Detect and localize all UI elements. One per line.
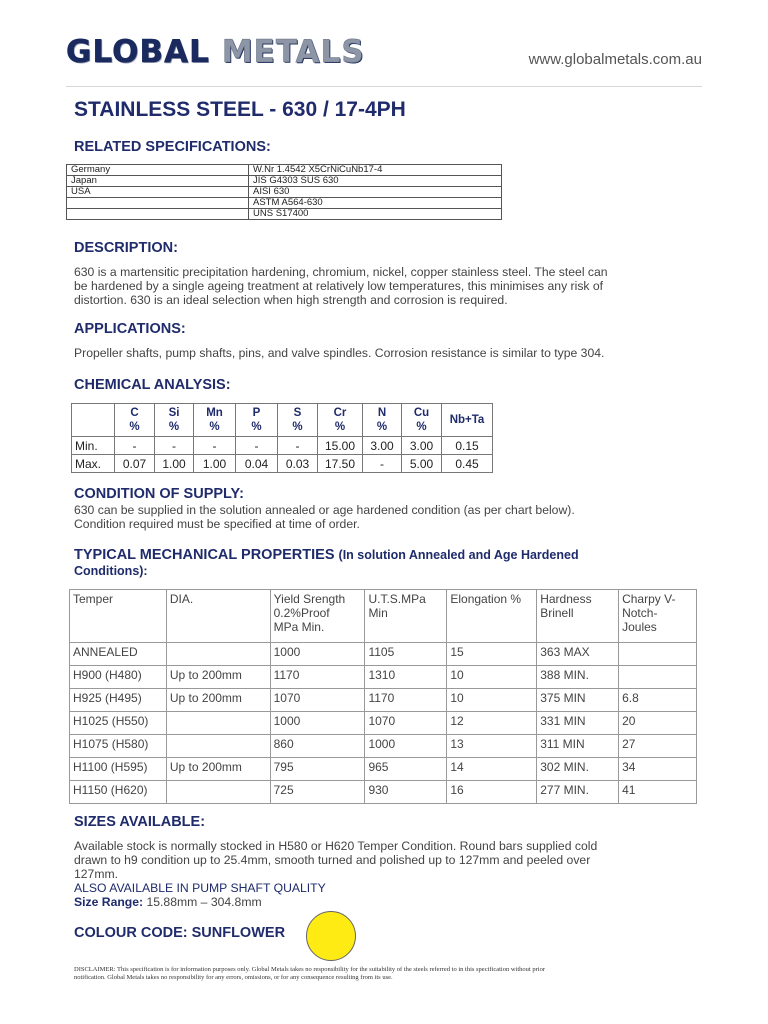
company-logo bbox=[66, 32, 365, 72]
mech-cell: 1000 bbox=[270, 712, 365, 735]
spec-row bbox=[67, 165, 502, 176]
element-symbol: C bbox=[130, 407, 139, 419]
mech-header-line: Brinell bbox=[540, 606, 574, 620]
mech-cell: Up to 200mm bbox=[166, 666, 270, 689]
mech-header-cell bbox=[537, 590, 619, 643]
mech-cell: 388 MIN. bbox=[537, 666, 619, 689]
related-specs-table bbox=[66, 164, 502, 220]
mech-cell: 1000 bbox=[270, 643, 365, 666]
chem-element-header bbox=[442, 404, 493, 437]
spec-country: Japan bbox=[67, 176, 249, 187]
mech-header-cell bbox=[447, 590, 537, 643]
element-unit: % bbox=[168, 421, 180, 433]
sizes-heading: SIZES AVAILABLE: bbox=[74, 814, 206, 830]
mech-cell: 363 MAX bbox=[537, 643, 619, 666]
mech-cell: 16 bbox=[447, 781, 537, 804]
chemical-analysis-heading: CHEMICAL ANALYSIS: bbox=[74, 377, 231, 393]
element-unit: % bbox=[334, 421, 346, 433]
mech-cell: 375 MIN bbox=[537, 689, 619, 712]
mech-row bbox=[70, 712, 697, 735]
mech-header-cell bbox=[270, 590, 365, 643]
chem-value: 0.03 bbox=[278, 455, 318, 473]
supply-heading: CONDITION OF SUPPLY: bbox=[74, 486, 244, 502]
spec-standard: W.Nr 1.4542 X5CrNiCuNb17-4 bbox=[249, 165, 502, 176]
chem-value: 1.00 bbox=[194, 455, 236, 473]
chemical-analysis-table bbox=[71, 403, 493, 473]
mech-cell: 27 bbox=[619, 735, 697, 758]
mech-header-line: Temper bbox=[73, 592, 114, 606]
mech-cell: 1170 bbox=[270, 666, 365, 689]
supply-text bbox=[74, 503, 575, 531]
element-unit: % bbox=[251, 421, 262, 433]
applications-text: Propeller shafts, pump shafts, pins, and valve spindles. Corrosion resistance is similar to type 304. bbox=[74, 346, 605, 360]
mech-header-line: U.T.S.MPa bbox=[368, 592, 426, 606]
chem-value: - bbox=[278, 437, 318, 455]
logo-metals: METALS bbox=[221, 34, 365, 70]
description-heading: DESCRIPTION: bbox=[74, 240, 178, 256]
sizes-line: Available stock is normally stocked in H580 or H620 Temper Condition. Round bars supplied cold bbox=[74, 839, 598, 853]
mech-cell: Up to 200mm bbox=[166, 758, 270, 781]
sizes-line: 127mm. bbox=[74, 867, 119, 881]
mech-cell: 6.8 bbox=[619, 689, 697, 712]
size-range-value: 15.88mm – 304.8mm bbox=[146, 895, 262, 909]
sizes-line: drawn to h9 condition up to 25.4mm, smooth turned and polished up to 127mm and peeled over bbox=[74, 853, 591, 867]
element-unit: % bbox=[209, 421, 220, 433]
mech-cell: 1070 bbox=[365, 712, 447, 735]
mech-header-cell bbox=[365, 590, 447, 643]
mech-header-cell bbox=[619, 590, 697, 643]
chem-element-header bbox=[402, 404, 442, 437]
mech-cell: 1170 bbox=[365, 689, 447, 712]
spec-row bbox=[67, 176, 502, 187]
chem-value: 0.15 bbox=[442, 437, 493, 455]
spec-standard: JIS G4303 SUS 630 bbox=[249, 176, 502, 187]
supply-line: 630 can be supplied in the solution annealed or age hardened condition (as per chart below). bbox=[74, 503, 575, 517]
element-symbol: Cu bbox=[413, 407, 430, 419]
chem-value: 0.04 bbox=[236, 455, 278, 473]
mech-row bbox=[70, 735, 697, 758]
mech-cell: 20 bbox=[619, 712, 697, 735]
mech-header-line: Elongation % bbox=[450, 592, 522, 606]
mechanical-heading bbox=[74, 547, 579, 579]
spec-country: USA bbox=[67, 187, 249, 198]
mech-cell: 725 bbox=[270, 781, 365, 804]
supply-line: Condition required must be specified at time of order. bbox=[74, 517, 360, 531]
chem-element-header bbox=[115, 404, 155, 437]
spec-row bbox=[67, 209, 502, 220]
mech-cell: 10 bbox=[447, 666, 537, 689]
spec-country bbox=[67, 209, 249, 220]
spec-standard: ASTM A564-630 bbox=[249, 198, 502, 209]
mech-cell: 311 MIN bbox=[537, 735, 619, 758]
related-specs-heading: RELATED SPECIFICATIONS: bbox=[74, 139, 271, 155]
mech-header-line: Hardness bbox=[540, 592, 592, 606]
chem-value: - bbox=[194, 437, 236, 455]
chem-row bbox=[72, 437, 493, 455]
mech-cell: H1100 (H595) bbox=[70, 758, 167, 781]
chem-value: 5.00 bbox=[402, 455, 442, 473]
mech-cell bbox=[619, 643, 697, 666]
chem-header-row bbox=[72, 404, 493, 437]
sunflower-swatch bbox=[306, 911, 356, 961]
logo-global: GLOBAL bbox=[66, 34, 210, 70]
mech-header-line: Yield Srength bbox=[273, 592, 346, 606]
mech-header-line: 0.2%Proof bbox=[273, 606, 330, 620]
mech-header-line: Charpy V- bbox=[622, 592, 676, 606]
mech-cell: 34 bbox=[619, 758, 697, 781]
mech-cell: 12 bbox=[447, 712, 537, 735]
mechanical-subheading: (In solution Annealed and Age Hardened bbox=[338, 548, 579, 562]
mech-cell: ANNEALED bbox=[70, 643, 167, 666]
page-title: STAINLESS STEEL - 630 / 17-4PH bbox=[74, 98, 406, 121]
chem-corner-cell bbox=[72, 404, 115, 437]
mech-cell: 1000 bbox=[365, 735, 447, 758]
mech-cell bbox=[166, 781, 270, 804]
mech-header-line: Notch- bbox=[622, 606, 658, 620]
mech-cell: H1150 (H620) bbox=[70, 781, 167, 804]
mech-cell: 14 bbox=[447, 758, 537, 781]
mech-cell: 930 bbox=[365, 781, 447, 804]
mech-cell: Up to 200mm bbox=[166, 689, 270, 712]
mech-cell: 302 MIN. bbox=[537, 758, 619, 781]
spec-country: Germany bbox=[67, 165, 249, 176]
mech-cell: 1070 bbox=[270, 689, 365, 712]
mech-cell: 1105 bbox=[365, 643, 447, 666]
mech-cell: 860 bbox=[270, 735, 365, 758]
element-symbol: N bbox=[377, 407, 387, 419]
colour-code-heading: COLOUR CODE: SUNFLOWER bbox=[74, 925, 286, 941]
mech-cell: 15 bbox=[447, 643, 537, 666]
chem-value: 0.07 bbox=[115, 455, 155, 473]
applications-heading: APPLICATIONS: bbox=[74, 321, 186, 337]
mech-cell: H1025 (H550) bbox=[70, 712, 167, 735]
description-text bbox=[74, 265, 608, 307]
element-unit: % bbox=[292, 421, 303, 433]
element-unit: % bbox=[376, 421, 388, 433]
mech-header-cell bbox=[70, 590, 167, 643]
spec-row bbox=[67, 187, 502, 198]
chem-row-label: Max. bbox=[72, 455, 115, 473]
chem-value: 3.00 bbox=[402, 437, 442, 455]
mech-cell: 1310 bbox=[365, 666, 447, 689]
disclaimer-line: DISCLAIMER: This specification is for information purposes only. Global Metals takes no responsibility for the suitability of the steels referred to in this specification without prior bbox=[74, 966, 545, 973]
chem-value: 1.00 bbox=[155, 455, 194, 473]
mech-header-row bbox=[70, 590, 697, 643]
element-symbol: Si bbox=[168, 407, 180, 419]
size-range-label: Size Range: bbox=[74, 895, 144, 909]
chem-value: 0.45 bbox=[442, 455, 493, 473]
mechanical-properties-table bbox=[69, 589, 697, 804]
mech-cell: 331 MIN bbox=[537, 712, 619, 735]
chem-row bbox=[72, 455, 493, 473]
chem-element-header bbox=[155, 404, 194, 437]
element-unit: % bbox=[416, 421, 427, 433]
mechanical-subheading-cont: Conditions): bbox=[74, 564, 148, 578]
spec-row bbox=[67, 198, 502, 209]
mech-cell: 13 bbox=[447, 735, 537, 758]
mech-cell: 277 MIN. bbox=[537, 781, 619, 804]
chem-value: 15.00 bbox=[318, 437, 363, 455]
element-unit: % bbox=[129, 421, 140, 433]
mech-cell: H900 (H480) bbox=[70, 666, 167, 689]
chem-value: 17.50 bbox=[318, 455, 363, 473]
chem-element-header bbox=[318, 404, 363, 437]
mech-cell: 965 bbox=[365, 758, 447, 781]
chem-element-header bbox=[194, 404, 236, 437]
chem-element-header bbox=[236, 404, 278, 437]
size-range bbox=[74, 895, 597, 909]
chem-element-header bbox=[363, 404, 402, 437]
sizes-text bbox=[74, 839, 597, 909]
pump-shaft-note: ALSO AVAILABLE IN PUMP SHAFT QUALITY bbox=[74, 881, 326, 895]
mech-header-cell bbox=[166, 590, 270, 643]
disclaimer bbox=[74, 966, 694, 982]
mech-cell bbox=[166, 712, 270, 735]
mech-header-line: Joules bbox=[622, 620, 657, 634]
chem-value: - bbox=[236, 437, 278, 455]
mechanical-heading-main: TYPICAL MECHANICAL PROPERTIES bbox=[74, 547, 335, 563]
header-divider bbox=[66, 86, 702, 87]
chem-value: 3.00 bbox=[363, 437, 402, 455]
mech-row bbox=[70, 781, 697, 804]
element-symbol: Cr bbox=[333, 407, 347, 419]
chem-row-label: Min. bbox=[72, 437, 115, 455]
element-symbol: Mn bbox=[206, 407, 223, 419]
mech-row bbox=[70, 643, 697, 666]
chem-value: - bbox=[115, 437, 155, 455]
element-symbol: P bbox=[252, 407, 261, 419]
chem-element-header bbox=[278, 404, 318, 437]
mech-row bbox=[70, 689, 697, 712]
disclaimer-line: notification. Global Metals takes no responsibility for any errors, omissions, or for any consequence resulting from its use. bbox=[74, 974, 393, 981]
spec-standard: UNS S17400 bbox=[249, 209, 502, 220]
spec-country bbox=[67, 198, 249, 209]
spec-standard: AISI 630 bbox=[249, 187, 502, 198]
chem-value: - bbox=[155, 437, 194, 455]
website-url: www.globalmetals.com.au bbox=[528, 51, 702, 68]
description-line: 630 is a martensitic precipitation hardening, chromium, nickel, copper stainless steel. The steel can bbox=[74, 265, 608, 279]
chem-value: - bbox=[363, 455, 402, 473]
mech-cell: H925 (H495) bbox=[70, 689, 167, 712]
mech-cell bbox=[619, 666, 697, 689]
mech-cell bbox=[166, 735, 270, 758]
mech-cell: 41 bbox=[619, 781, 697, 804]
description-line: distortion. 630 is an ideal selection when high strength and corrosion is required. bbox=[74, 293, 508, 307]
mech-cell: 795 bbox=[270, 758, 365, 781]
mech-header-line: Min bbox=[368, 606, 388, 620]
element-symbol: S bbox=[293, 407, 302, 419]
element-symbol: Nb+Ta bbox=[449, 414, 485, 426]
mech-row bbox=[70, 758, 697, 781]
mech-cell: 10 bbox=[447, 689, 537, 712]
description-line: be hardened by a single ageing treatment at relatively low temperatures, this minimises any risk of bbox=[74, 279, 604, 293]
mech-header-line: MPa Min. bbox=[273, 620, 325, 634]
mech-row bbox=[70, 666, 697, 689]
mech-cell: H1075 (H580) bbox=[70, 735, 167, 758]
mech-header-line: DIA. bbox=[169, 592, 194, 606]
mech-cell bbox=[166, 643, 270, 666]
